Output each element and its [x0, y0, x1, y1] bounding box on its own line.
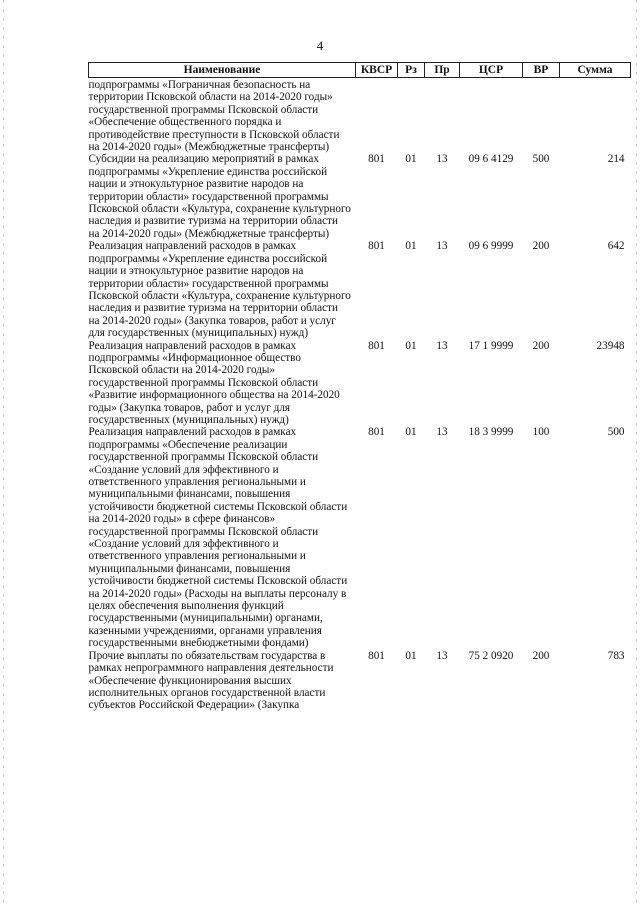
row-sum: 783: [607, 649, 625, 662]
row-sum: 500: [607, 426, 625, 439]
table-row: [89, 650, 631, 712]
budget-table: [88, 62, 631, 712]
row-pr: 13: [436, 153, 448, 166]
row-name: Реализация направлений расходов в рамках подпрограммы «Укрепление единства российской нации и этнокультурное развитие народов на территории области» государственной программы Псковской области «Культура, сохранение культурного наследия и развитие туризма на территории области на 2014-2020 годы» (Закупка товаров, работ и услуг для государственных (муниципальных) нужд): [88, 240, 351, 340]
row-pr: 13: [436, 339, 448, 352]
header-name: Наименование: [89, 63, 356, 78]
header-pr: Пр: [425, 63, 460, 78]
header-sum: Сумма: [560, 63, 631, 78]
row-vr: 200: [532, 339, 550, 352]
row-name: Реализация направлений расходов в рамках подпрограммы «Информационное общество Псковской области на 2014-2020 годы» государственной программы Псковской области «Развитие информационного общества на 2014-2020 годы» (Закупка товаров, работ и услуг для государственных (муниципальных) нужд): [88, 339, 340, 426]
page-number: 4: [316, 38, 324, 53]
row-kvsr: 801: [368, 339, 385, 352]
row-csr: 18 3 9999: [468, 426, 514, 439]
row-sum: [560, 78, 631, 154]
row-kvsr: 801: [368, 426, 385, 439]
left-scan-edge: [3, 0, 4, 905]
row-vr: 100: [532, 426, 550, 439]
table-row: [89, 426, 631, 649]
row-rz: [398, 78, 425, 154]
row-vr: 200: [532, 240, 550, 253]
table-row: [89, 340, 631, 427]
row-rz: 01: [405, 153, 417, 166]
row-kvsr: 801: [368, 649, 385, 662]
row-vr: 500: [532, 153, 550, 166]
row-pr: 13: [436, 649, 448, 662]
row-kvsr: 801: [368, 240, 385, 253]
row-sum: 214: [607, 153, 625, 166]
row-kvsr: 801: [368, 153, 385, 166]
header-vr: ВР: [523, 63, 560, 78]
row-kvsr: [356, 78, 398, 154]
header-rz: Рз: [398, 63, 425, 78]
header-csr: ЦСР: [460, 63, 523, 78]
row-rz: 01: [405, 240, 417, 253]
header-kvsr: КВСР: [356, 63, 398, 78]
right-scan-edge: [636, 0, 637, 905]
table-row: [89, 153, 631, 240]
row-name: Прочие выплаты по обязательствам государства в рамках непрограммного направления деятельности «Обеспечение функционирования высших исполнительных органов государственной власти субъектов Российской Федерации» (Закупка: [88, 649, 334, 712]
row-csr: 17 1 9999: [468, 339, 514, 352]
row-pr: 13: [436, 240, 448, 253]
row-rz: 01: [405, 426, 417, 439]
row-rz: 01: [405, 649, 417, 662]
table-row: [89, 78, 631, 154]
row-csr: 09 6 9999: [468, 240, 514, 253]
row-vr: 200: [532, 649, 550, 662]
table-header-row: [89, 63, 631, 78]
row-name: Субсидии на реализацию мероприятий в рамках подпрограммы «Укрепление единства российской нации и этнокультурное развитие народов на территории области» государственной программы Псковской области «Культура, сохранение культурного наследия и развитие туризма на территории области на 2014-2020 годы» (Межбюджетные трансферты): [88, 153, 351, 240]
row-csr: 09 6 4129: [468, 153, 514, 166]
row-name: Реализация направлений расходов в рамках подпрограммы «Обеспечение реализации государственной программы Псковской области «Создание условий для эффективного и ответственного управления региональными и муниципальными финансами, повышения устойчивости бюджетной системы Псковской области на 2014-2020 годы» в сфере финансов» государственной программы Псковской области «Создание условий для эффективного и ответственного управления региональными и муниципальными финансами, повышения устойчивости бюджетной системы Псковской области на 2014-2020 годы» (Расходы на выплаты персоналу в целях обеспечения выполнения функций государственными (муниципальными) органами, казенными учреждениями, органами управления государственными внебюджетными фондами): [88, 426, 348, 650]
row-vr: [523, 78, 560, 154]
row-sum: 23948: [596, 339, 625, 352]
row-csr: [460, 78, 523, 154]
row-csr: 75 2 0920: [468, 649, 514, 662]
row-pr: 13: [436, 426, 448, 439]
row-sum: 642: [607, 240, 625, 253]
row-pr: [425, 78, 460, 154]
table-row: [89, 240, 631, 339]
row-rz: 01: [405, 339, 417, 352]
row-name: подпрограммы «Пограничная безопасность на территории Псковской области на 2014-2020 годы» государственной программы Псковской области «Обеспечение общественного порядка и противодействие преступности в Псковской области на 2014-2020 годы» (Межбюджетные трансферты): [88, 79, 340, 154]
